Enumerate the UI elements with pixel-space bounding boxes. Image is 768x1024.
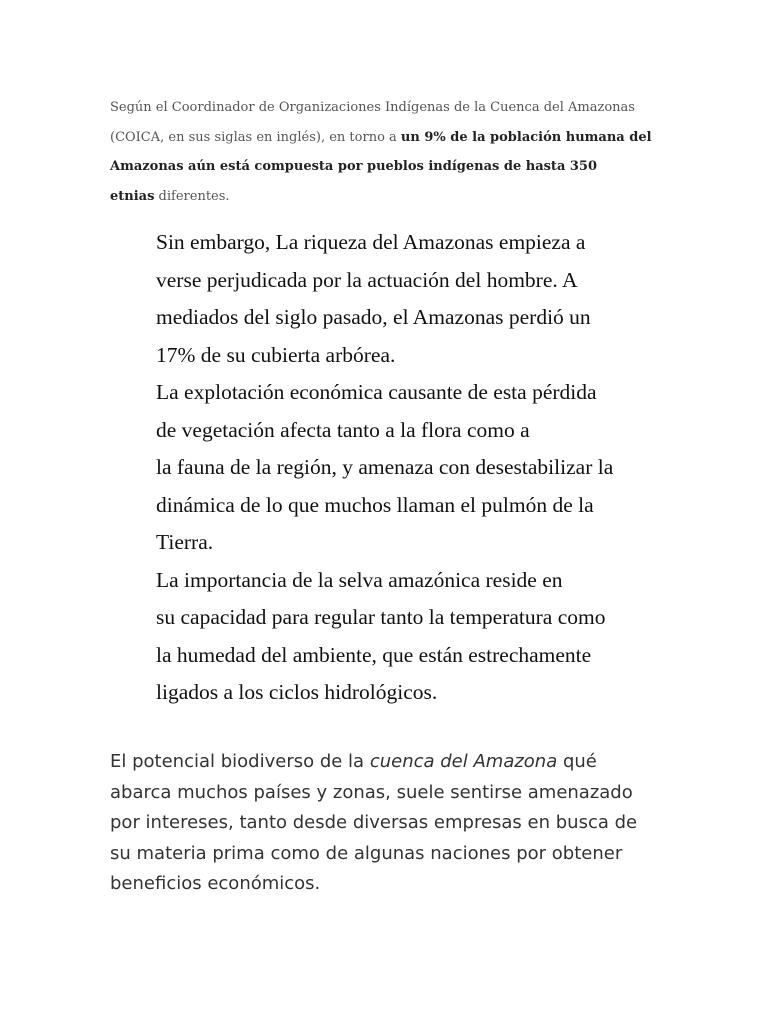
intro-line-4-bold: etnias <box>110 188 155 204</box>
main-text-block <box>156 224 676 712</box>
closing-line-1-start: El potencial biodiverso de la <box>110 751 370 772</box>
block-line: Tierra. <box>156 530 214 554</box>
block-line: dinámica de lo que muchos llaman el pulmón de la <box>156 492 594 517</box>
block-line: La explotación económica causante de esta pérdida <box>156 380 597 404</box>
block-line: Sin embargo, La riqueza del Amazonas empieza a <box>156 230 586 254</box>
block-line: La importancia de la selva amazónica reside en <box>156 567 563 592</box>
intro-line-2-bold: un 9% de la población humana del <box>400 129 652 145</box>
closing-line-1-italic: cuenca del Amazona <box>369 751 558 772</box>
intro-line-1: Según el Coordinador de Organizaciones Indígenas de la Cuenca del Amazonas <box>110 100 635 115</box>
closing-line: por intereses, tanto desde diversas empresas en busca de <box>110 812 638 833</box>
closing-line-1-end: qué <box>557 751 597 772</box>
closing-line: abarca muchos países y zonas, suele sentirse amenazado <box>110 781 633 803</box>
closing-paragraph <box>110 747 670 900</box>
closing-line-1 <box>110 747 670 778</box>
closing-line: beneficios económicos. <box>110 873 321 894</box>
block-line: la humedad del ambiente, que están estrechamente <box>156 642 592 667</box>
block-line: ligados a los ciclos hidrológicos. <box>156 680 438 704</box>
block-line: verse perjudicada por la actuación del hombre. A <box>156 267 578 292</box>
block-line: de vegetación afecta tanto a la flora como a <box>156 417 530 442</box>
intro-line-2: (COICA, en sus siglas en inglés), en torno a <box>110 129 401 145</box>
intro-line-4-rest: diferentes. <box>154 188 230 204</box>
block-line: su capacidad para regular tanto la temperatura como <box>156 605 606 629</box>
block-line: mediados del siglo pasado, el Amazonas perdió un <box>156 305 591 329</box>
intro-paragraph <box>110 93 655 211</box>
intro-line-3-bold: Amazonas aún está compuesta por pueblos indígenas de hasta 350 <box>110 159 598 174</box>
block-line: la fauna de la región, y amenaza con desestabilizar la <box>156 455 614 479</box>
block-line: 17% de su cubierta arbórea. <box>156 342 396 367</box>
closing-line: su materia prima como de algunas naciones por obtener <box>110 842 623 864</box>
